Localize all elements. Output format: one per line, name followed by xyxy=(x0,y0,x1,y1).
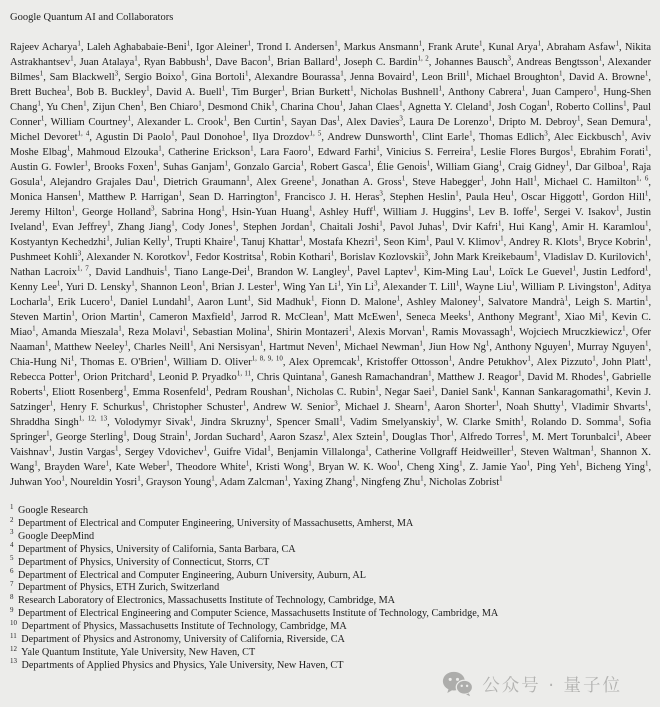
author: Joseph C. Bardin$^{1, 2}$, xyxy=(343,54,432,68)
author: Nicholas Zobrist$^1$ xyxy=(428,474,503,488)
author: Robin Kothari$^1$, xyxy=(270,249,337,263)
author: Loïck Le Guevel$^1$, xyxy=(498,264,579,278)
page-title: Google Quantum AI and Collaborators xyxy=(10,12,174,23)
author: Jiun How Ng$^1$, xyxy=(428,339,492,353)
author: David Landhuis$^1$, xyxy=(95,264,171,278)
author: Henry F. Schurkus$^1$, xyxy=(60,399,149,413)
author: Kevin J. Satzinger$^1$, xyxy=(10,387,652,413)
author: Suhas Ganjam$^1$, xyxy=(162,159,231,173)
author: Chia-Hung Ni$^1$, xyxy=(10,354,77,368)
author: Gordon Hill$^1$, xyxy=(592,189,651,203)
author: Murray Nguyen$^1$, xyxy=(577,339,652,353)
author: Sergei V. Isakov$^1$, xyxy=(543,204,623,218)
author: Sayan Das$^1$, xyxy=(290,114,343,128)
watermark xyxy=(442,671,622,697)
author: Paul Donohoe$^1$, xyxy=(181,129,249,143)
author: Chris Quintana$^1$, xyxy=(256,369,328,383)
author: William D. Oliver$^{1, 8, 9, 10}$, xyxy=(173,354,286,368)
author: Zhang Jiang$^1$, xyxy=(117,219,178,233)
author: Rolando D. Somma$^1$, xyxy=(531,414,625,428)
author: Anthony Cabrera$^1$, xyxy=(447,84,528,98)
author: Steven Martin$^1$, xyxy=(10,309,78,323)
author: Leslie Flores Burgos$^1$, xyxy=(480,144,577,158)
author: Pavel Laptev$^1$, xyxy=(356,264,420,278)
author: Zijun Chen$^1$, xyxy=(92,99,147,113)
author: Andrew W. Senior$^3$, xyxy=(252,399,341,413)
author: Catherine Vollgraff Heidweiller$^1$, xyxy=(375,444,517,458)
author: Alec Eickbusch$^1$, xyxy=(553,129,628,143)
author: Trond I. Andersen$^1$, xyxy=(256,39,341,53)
affiliation-item: $^{12}$ Yale Quantum Institute, Yale University, New Haven, CT xyxy=(10,644,256,658)
author: Alex Greene$^1$, xyxy=(256,174,318,188)
author: Ashley Maloney$^1$, xyxy=(406,294,484,308)
author: Sergio Boixo$^1$, xyxy=(124,69,188,83)
author: Michael Newman$^1$, xyxy=(343,339,426,353)
author: Agnetta Y. Cleland$^1$, xyxy=(407,99,495,113)
author: Shraddha Singh$^{1, 12, 13}$, xyxy=(10,414,110,428)
author: David A. Browne$^1$, xyxy=(568,69,651,83)
author: Dvir Kafri$^1$, xyxy=(452,219,505,233)
author: Leonid P. Pryadko$^{1, 11}$, xyxy=(158,369,254,383)
author: Laura De Lorenzo$^1$, xyxy=(409,114,495,128)
author: Andre Petukhov$^1$, xyxy=(457,354,534,368)
author: Mostafa Khezri$^1$, xyxy=(308,234,381,248)
author: Benjamin Villalonga$^1$, xyxy=(277,444,372,458)
author: Fedor Kostritsa$^1$, xyxy=(195,249,268,263)
author: Ebrahim Forati$^1$, xyxy=(579,144,652,158)
author: Thomas Edlich$^3$, xyxy=(479,129,551,143)
author: Francisco J. H. Heras$^3$, xyxy=(284,189,386,203)
author: Shannon X. Wang$^1$, xyxy=(10,447,652,473)
author: Alexander N. Korotkov$^1$, xyxy=(86,249,193,263)
author: Kristi Wong$^1$, xyxy=(255,459,315,473)
author: Adam Zalcman$^1$, xyxy=(219,474,291,488)
author: Juhwan Yoo$^1$, xyxy=(10,474,68,488)
author: Chaitali Joshi$^1$, xyxy=(319,219,386,233)
affiliation-item: $^8$ Research Laboratory of Electronics, Massachusetts Institute of Technology, Cambridge, MA xyxy=(10,592,396,607)
author: Nicholas C. Rubin$^1$, xyxy=(296,384,382,398)
author: Jonathan A. Gross$^1$, xyxy=(321,174,408,188)
author: Pedram Roushan$^1$, xyxy=(214,384,294,398)
author: Charles Neill$^1$, xyxy=(133,339,197,353)
affiliation-item: $^{13}$ Departments of Applied Physics and Physics, Yale University, New Haven, CT xyxy=(10,657,344,671)
author: Ofer Naaman$^1$, xyxy=(10,327,652,353)
author: Juan Atalaya$^1$, xyxy=(79,54,141,68)
author: Craig Gidney$^1$, xyxy=(508,159,572,173)
author: Abraham Asfaw$^1$, xyxy=(546,39,622,53)
author: Andreas Bengtsson$^1$, xyxy=(516,54,605,68)
author: Borislav Kozlovskii$^3$, xyxy=(339,249,431,263)
affiliation-item: $^9$ Department of Electrical Engineering and Computer Science, Massachusetts Institute of Technology, Cambridge, MA xyxy=(10,605,499,620)
author: Agustin Di Paolo$^1$, xyxy=(95,129,178,143)
author: Andrey R. Klots$^1$, xyxy=(508,234,585,248)
author: Justin Iveland$^1$, xyxy=(10,207,652,233)
author: Amanda Mieszala$^1$, xyxy=(41,324,125,338)
author: Stephen Jordan$^1$, xyxy=(242,219,316,233)
author: Wing Yan Li$^1$, xyxy=(282,279,344,293)
author: John Mark Kreikebaum$^1$, xyxy=(433,249,541,263)
author: Alexis Morvan$^1$, xyxy=(357,324,428,338)
affiliation-item: $^2$ Department of Electrical and Computer Engineering, University of Massachusetts, Amherst, MA xyxy=(10,515,414,529)
author: Alexander L. Crook$^1$, xyxy=(136,114,230,128)
author: Brandon W. Langley$^1$, xyxy=(256,264,353,278)
author: Guifre Vidal$^1$, xyxy=(213,444,274,458)
author: Dar Gilboa$^1$, xyxy=(574,159,629,173)
affiliation-item: $^3$ Google DeepMind xyxy=(10,528,95,542)
author-list xyxy=(10,40,651,490)
author: Orion Pritchard$^1$, xyxy=(83,369,156,383)
author: Sabrina Hong$^1$, xyxy=(161,204,228,218)
author: Hsin-Yuan Huang$^1$, xyxy=(231,204,316,218)
author: Nicholas Bushnell$^1$, xyxy=(360,84,445,98)
author: Ningfeng Zhu$^1$, xyxy=(360,474,427,488)
author: Pushmeet Kohli$^3$, xyxy=(10,249,84,263)
author: Alexander Bilmes$^1$, xyxy=(10,57,652,83)
author: Seneca Meeks$^1$, xyxy=(405,309,474,323)
author: Alexandre Bourassa$^1$, xyxy=(254,69,347,83)
author: Kunal Arya$^1$, xyxy=(488,39,544,53)
author: Michael Broughton$^1$, xyxy=(475,69,566,83)
author: Aaron Lunt$^1$, xyxy=(197,294,254,308)
author: Anthony Megrant$^1$, xyxy=(477,309,561,323)
author: Jenna Bovaird$^1$, xyxy=(350,69,418,83)
author: Daniel Lundahl$^1$, xyxy=(120,294,194,308)
author: Vadim Smelyanskiy$^1$, xyxy=(349,414,443,428)
author: Bicheng Ying$^1$, xyxy=(586,459,652,473)
author: Gabrielle Roberts$^1$, xyxy=(10,372,652,398)
author: Hung-Shen Chang$^1$, xyxy=(10,87,652,113)
author: Lara Faoro$^1$, xyxy=(260,144,314,158)
author: Xiao Mi$^1$, xyxy=(564,309,608,323)
author: Evan Jeffrey$^1$, xyxy=(52,219,114,233)
author: Gonzalo Garcia$^1$, xyxy=(233,159,307,173)
author: Douglas Thor$^1$, xyxy=(391,429,457,443)
author: Aaron Szasz$^1$, xyxy=(269,429,330,443)
author: Vinicius S. Ferreira$^1$, xyxy=(386,144,477,158)
author: Trupti Khaire$^1$, xyxy=(175,234,239,248)
author: Negar Saei$^1$, xyxy=(384,384,438,398)
author: Kostyantyn Kechedzhi$^1$, xyxy=(10,234,113,248)
author: Bryan W. K. Woo$^1$, xyxy=(318,459,403,473)
author: Cody Jones$^1$, xyxy=(181,219,239,233)
author: Ganesh Ramachandran$^1$, xyxy=(330,369,435,383)
affiliation-list xyxy=(10,502,651,673)
author: Jarrod R. McClean$^1$, xyxy=(240,309,330,323)
author: Jeremy Hilton$^1$, xyxy=(10,204,78,218)
author: Dripto M. Debroy$^1$, xyxy=(498,114,584,128)
author: Raja Gosula$^1$, xyxy=(10,162,652,188)
author: David M. Rhodes$^1$, xyxy=(527,369,609,383)
author: William Courtney$^1$, xyxy=(50,114,134,128)
author: Bryce Kobrin$^1$, xyxy=(587,234,652,248)
author: Charina Chou$^1$, xyxy=(280,99,346,113)
author: Orion Martin$^1$, xyxy=(81,309,146,323)
author: Yuri D. Lensky$^1$, xyxy=(65,279,138,293)
author: Doug Strain$^1$, xyxy=(132,429,191,443)
author: Matthew J. Reagor$^1$, xyxy=(437,369,525,383)
author: Volodymyr Sivak$^1$, xyxy=(114,414,196,428)
author: Ilya Drozdov$^{1, 5}$, xyxy=(252,129,324,143)
author: Paul Conner$^1$, xyxy=(10,102,652,128)
author: Mahmoud Elzouka$^1$, xyxy=(76,144,165,158)
author: Salvatore Mandrà$^1$, xyxy=(488,294,571,308)
affiliation-item: $^6$ Department of Electrical and Computer Engineering, Auburn University, Auburn, AL xyxy=(10,567,366,581)
author: Wayne Liu$^1$, xyxy=(464,279,518,293)
author: Ramis Movassagh$^1$, xyxy=(431,324,516,338)
author: Jindra Skruzny$^1$, xyxy=(200,414,272,428)
author: George Sterling$^1$, xyxy=(55,429,130,443)
author: Igor Aleiner$^1$, xyxy=(196,39,254,53)
author: Sam Blackwell$^3$, xyxy=(49,69,121,83)
author: Pavol Juhas$^1$, xyxy=(389,219,448,233)
author: M. Mert Torunbalci$^1$, xyxy=(531,429,623,443)
author: Gina Bortoli$^1$, xyxy=(191,69,252,83)
author: Nikita Astrakhantsev$^1$, xyxy=(10,42,652,68)
author: Noureldin Yosri$^1$, xyxy=(70,474,144,488)
author: Brian Burkett$^1$, xyxy=(291,84,357,98)
author: Kannan Sankaragomathi$^1$, xyxy=(502,384,613,398)
author: Matt McEwen$^1$, xyxy=(333,309,402,323)
author: Roberto Collins$^1$, xyxy=(555,99,630,113)
author: Cameron Maxfield$^1$, xyxy=(149,309,237,323)
author: Ben Curtin$^1$, xyxy=(233,114,288,128)
author: Alex Sztein$^1$, xyxy=(332,429,389,443)
affiliation-item: $^{11}$ Department of Physics and Astronomy, University of California, Riverside, CA xyxy=(10,631,345,646)
author: Matthew P. Harrigan$^1$, xyxy=(88,189,185,203)
author: Élie Genois$^1$, xyxy=(376,159,433,173)
author: Aditya Locharla$^1$, xyxy=(10,282,652,308)
author: Austin G. Fowler$^1$, xyxy=(10,159,91,173)
author: Anthony Nguyen$^1$, xyxy=(494,339,574,353)
author: Brett Buchea$^1$, xyxy=(10,84,73,98)
author: Alex Davies$^3$, xyxy=(345,114,406,128)
author: Shannon Leon$^1$, xyxy=(140,279,209,293)
author: Rajeev Acharya$^1$, xyxy=(10,39,84,53)
affiliation-item: $^1$ Google Research xyxy=(10,502,88,516)
author: Julian Kelly$^1$, xyxy=(115,234,173,248)
author: Sean Demura$^1$, xyxy=(586,114,652,128)
author: Michael C. Hamilton$^{1, 6}$, xyxy=(543,174,651,188)
author: Paula Heu$^1$, xyxy=(465,189,517,203)
author: Dietrich Graumann$^1$, xyxy=(163,174,253,188)
author: Sergey Vdovichev$^1$, xyxy=(124,444,210,458)
author: Dave Bacon$^1$, xyxy=(215,54,274,68)
author: Michael J. Shearn$^1$, xyxy=(344,399,431,413)
author: Amir H. Karamlou$^1$, xyxy=(561,219,652,233)
author: Sean D. Harrington$^1$, xyxy=(188,189,281,203)
author: Frank Arute$^1$, xyxy=(427,39,486,53)
author: Brayden Ware$^1$, xyxy=(44,459,112,473)
affiliation-item: $^4$ Department of Physics, University of California, Santa Barbara, CA xyxy=(10,541,296,555)
author: Markus Ansmann$^1$, xyxy=(343,39,425,53)
author: Cheng Xing$^1$, xyxy=(406,459,466,473)
affiliation-item: $^7$ Department of Physics, ETH Zurich, Switzerland xyxy=(10,580,220,594)
author: Ryan Babbush$^1$, xyxy=(143,54,212,68)
author: Nathan Lacroix$^{1, 7}$, xyxy=(10,264,92,278)
author: Steve Habegger$^1$, xyxy=(412,174,487,188)
author: Jordan Suchard$^1$, xyxy=(194,429,267,443)
author: Tanuj Khattar$^1$, xyxy=(241,234,306,248)
author: Paul V. Klimov$^1$, xyxy=(434,234,507,248)
author: Juan Campero$^1$, xyxy=(531,84,600,98)
author: Sofia Springer$^1$, xyxy=(10,417,651,443)
author: Seon Kim$^1$, xyxy=(383,234,433,248)
author: Vladislav D. Kurilovich$^1$, xyxy=(543,249,652,263)
author: David A. Buell$^1$, xyxy=(156,84,228,98)
author: Vladimir Shvarts$^1$, xyxy=(571,399,652,413)
author: Theodore White$^1$, xyxy=(176,459,252,473)
author: Josh Cogan$^1$, xyxy=(497,99,553,113)
author: Andrew Dunsworth$^1$, xyxy=(327,129,418,143)
author: Fionn D. Malone$^1$, xyxy=(321,294,403,308)
author: Jahan Claes$^1$, xyxy=(348,99,406,113)
author: Kevin C. Miao$^1$, xyxy=(10,312,652,338)
author: Steven Waltman$^1$, xyxy=(520,444,597,458)
author: William Giang$^1$, xyxy=(435,159,505,173)
author: Grayson Young$^1$, xyxy=(145,474,218,488)
affiliation-item: $^5$ Department of Physics, University of Connecticut, Storrs, CT xyxy=(10,554,270,568)
author: Wojciech Mruczkiewicz$^1$, xyxy=(519,324,629,338)
author: W. Clarke Smith$^1$, xyxy=(446,414,527,428)
author: Oscar Higgott$^1$, xyxy=(521,189,588,203)
author: Ping Yeh$^1$, xyxy=(536,459,583,473)
wechat-icon xyxy=(442,671,473,697)
author: Erik Lucero$^1$, xyxy=(57,294,116,308)
author: Ben Chiaro$^1$, xyxy=(149,99,205,113)
author: Yu Chen$^1$, xyxy=(46,99,90,113)
author: John Platt$^1$, xyxy=(602,354,652,368)
author: Thomas E. O'Brien$^1$, xyxy=(80,354,170,368)
author: Daniel Sank$^1$, xyxy=(440,384,499,398)
author: Johannes Bausch$^3$, xyxy=(434,54,514,68)
author: Brian J. Lester$^1$, xyxy=(211,279,280,293)
author: Stephen Heslin$^1$, xyxy=(389,189,462,203)
author: Alex Opremcak$^1$, xyxy=(288,354,363,368)
watermark-text: 公众号 · 量子位 xyxy=(482,675,622,696)
author: Desmond Chik$^1$, xyxy=(207,99,278,113)
author: Z. Jamie Yao$^1$, xyxy=(469,459,533,473)
author: Kate Weber$^1$, xyxy=(115,459,173,473)
author: Bob B. Buckley$^1$, xyxy=(76,84,153,98)
author: William J. Huggins$^1$, xyxy=(383,204,475,218)
author: Tiano Lange-Dei$^1$, xyxy=(173,264,254,278)
author: Eliott Rosenberg$^1$, xyxy=(51,384,130,398)
author: Monica Hansen$^1$, xyxy=(10,189,84,203)
author: Edward Farhi$^1$, xyxy=(317,144,383,158)
author: Justin Vargas$^1$, xyxy=(58,444,122,458)
author: Emma Rosenfeld$^1$, xyxy=(132,384,212,398)
author: Kenny Lee$^1$, xyxy=(10,279,63,293)
author: Reza Molavi$^1$, xyxy=(127,324,189,338)
author: Leigh S. Martin$^1$, xyxy=(574,294,652,308)
author: Matthew Neeley$^1$, xyxy=(54,339,131,353)
author: Aviv Moshe Elbag$^1$, xyxy=(10,132,652,158)
author: Alex Pizzuto$^1$, xyxy=(536,354,599,368)
author: Kim-Ming Lau$^1$, xyxy=(423,264,495,278)
author: Lev B. Ioffe$^1$, xyxy=(478,204,540,218)
author: Clint Earle$^1$, xyxy=(421,129,476,143)
author: Aaron Shorter$^1$, xyxy=(433,399,502,413)
author: William P. Livingston$^1$, xyxy=(520,279,620,293)
author: Michel Devoret$^{1, 4}$, xyxy=(10,129,93,143)
author: Ani Nersisyan$^1$, xyxy=(198,339,266,353)
author: Catherine Erickson$^1$, xyxy=(168,144,257,158)
author: Alejandro Grajales Dau$^1$, xyxy=(49,174,159,188)
author: Hui Kang$^1$, xyxy=(508,219,558,233)
author: Yaxing Zhang$^1$, xyxy=(292,474,359,488)
author: Sebastian Molina$^1$, xyxy=(192,324,273,338)
author: Ashley Huff$^1$, xyxy=(318,204,379,218)
author: Rebecca Potter$^1$, xyxy=(10,369,80,383)
author: Robert Gasca$^1$, xyxy=(310,159,374,173)
author: Justin Ledford$^1$, xyxy=(582,264,651,278)
author: Tim Burger$^1$, xyxy=(231,84,288,98)
author: Christopher Schuster$^1$, xyxy=(152,399,249,413)
author: Alexander T. Lill$^1$, xyxy=(382,279,463,293)
affiliation-item: $^{10}$ Department of Physics, Massachusetts Institute of Technology, Cambridge, MA xyxy=(10,618,347,633)
author: Alfredo Torres$^1$, xyxy=(459,429,529,443)
author: Brooks Foxen$^1$, xyxy=(93,159,160,173)
author: Brian Ballard$^1$, xyxy=(276,54,341,68)
author: Noah Shutty$^1$, xyxy=(506,399,567,413)
author: Abeer Vaishnav$^1$, xyxy=(10,432,652,458)
author: Hartmut Neven$^1$, xyxy=(269,339,341,353)
author: John Hall$^1$, xyxy=(491,174,540,188)
author: George Holland$^3$, xyxy=(82,204,158,218)
author: Leon Brill$^1$, xyxy=(421,69,473,83)
author: Shirin Montazeri$^1$, xyxy=(276,324,355,338)
author: Spencer Small$^1$, xyxy=(276,414,346,428)
author: Kristoffer Ottosson$^1$, xyxy=(366,354,455,368)
author: Sid Madhuk$^1$, xyxy=(257,294,318,308)
author: Yin Li$^3$, xyxy=(346,279,381,293)
author: Laleh Aghababaie-Beni$^1$, xyxy=(86,39,193,53)
